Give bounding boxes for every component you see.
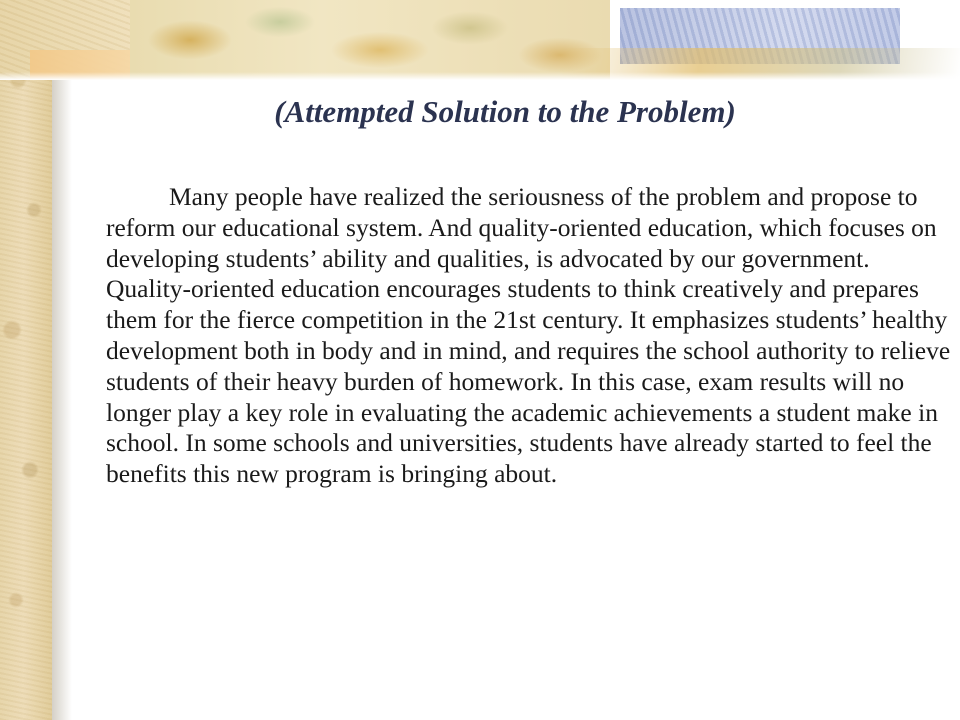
decorative-banner (0, 0, 960, 80)
body-paragraph: Many people have realized the seriousness of the problem and propose to reform our educational system. And quality-oriented education, which focuses on developing students’ ability and qualities, is advocated by our government. Quality-oriented education encourages students to think creatively and prepares them for the fierce competition in the 21st century. It emphasizes students’ healthy development both in body and in mind, and requires the school authority to relieve students of their heavy burden of homework. In this case, exam results will no longer play a key role in evaluating the academic achievements a student make in school. In some schools and universities, students have already started to feel the benefits this new program is bringing about. (106, 182, 951, 489)
banner-leaves-image (130, 0, 610, 80)
page-shadow (52, 80, 72, 720)
banner-fade (0, 72, 960, 80)
slide-title: (Attempted Solution to the Problem) (274, 94, 736, 129)
